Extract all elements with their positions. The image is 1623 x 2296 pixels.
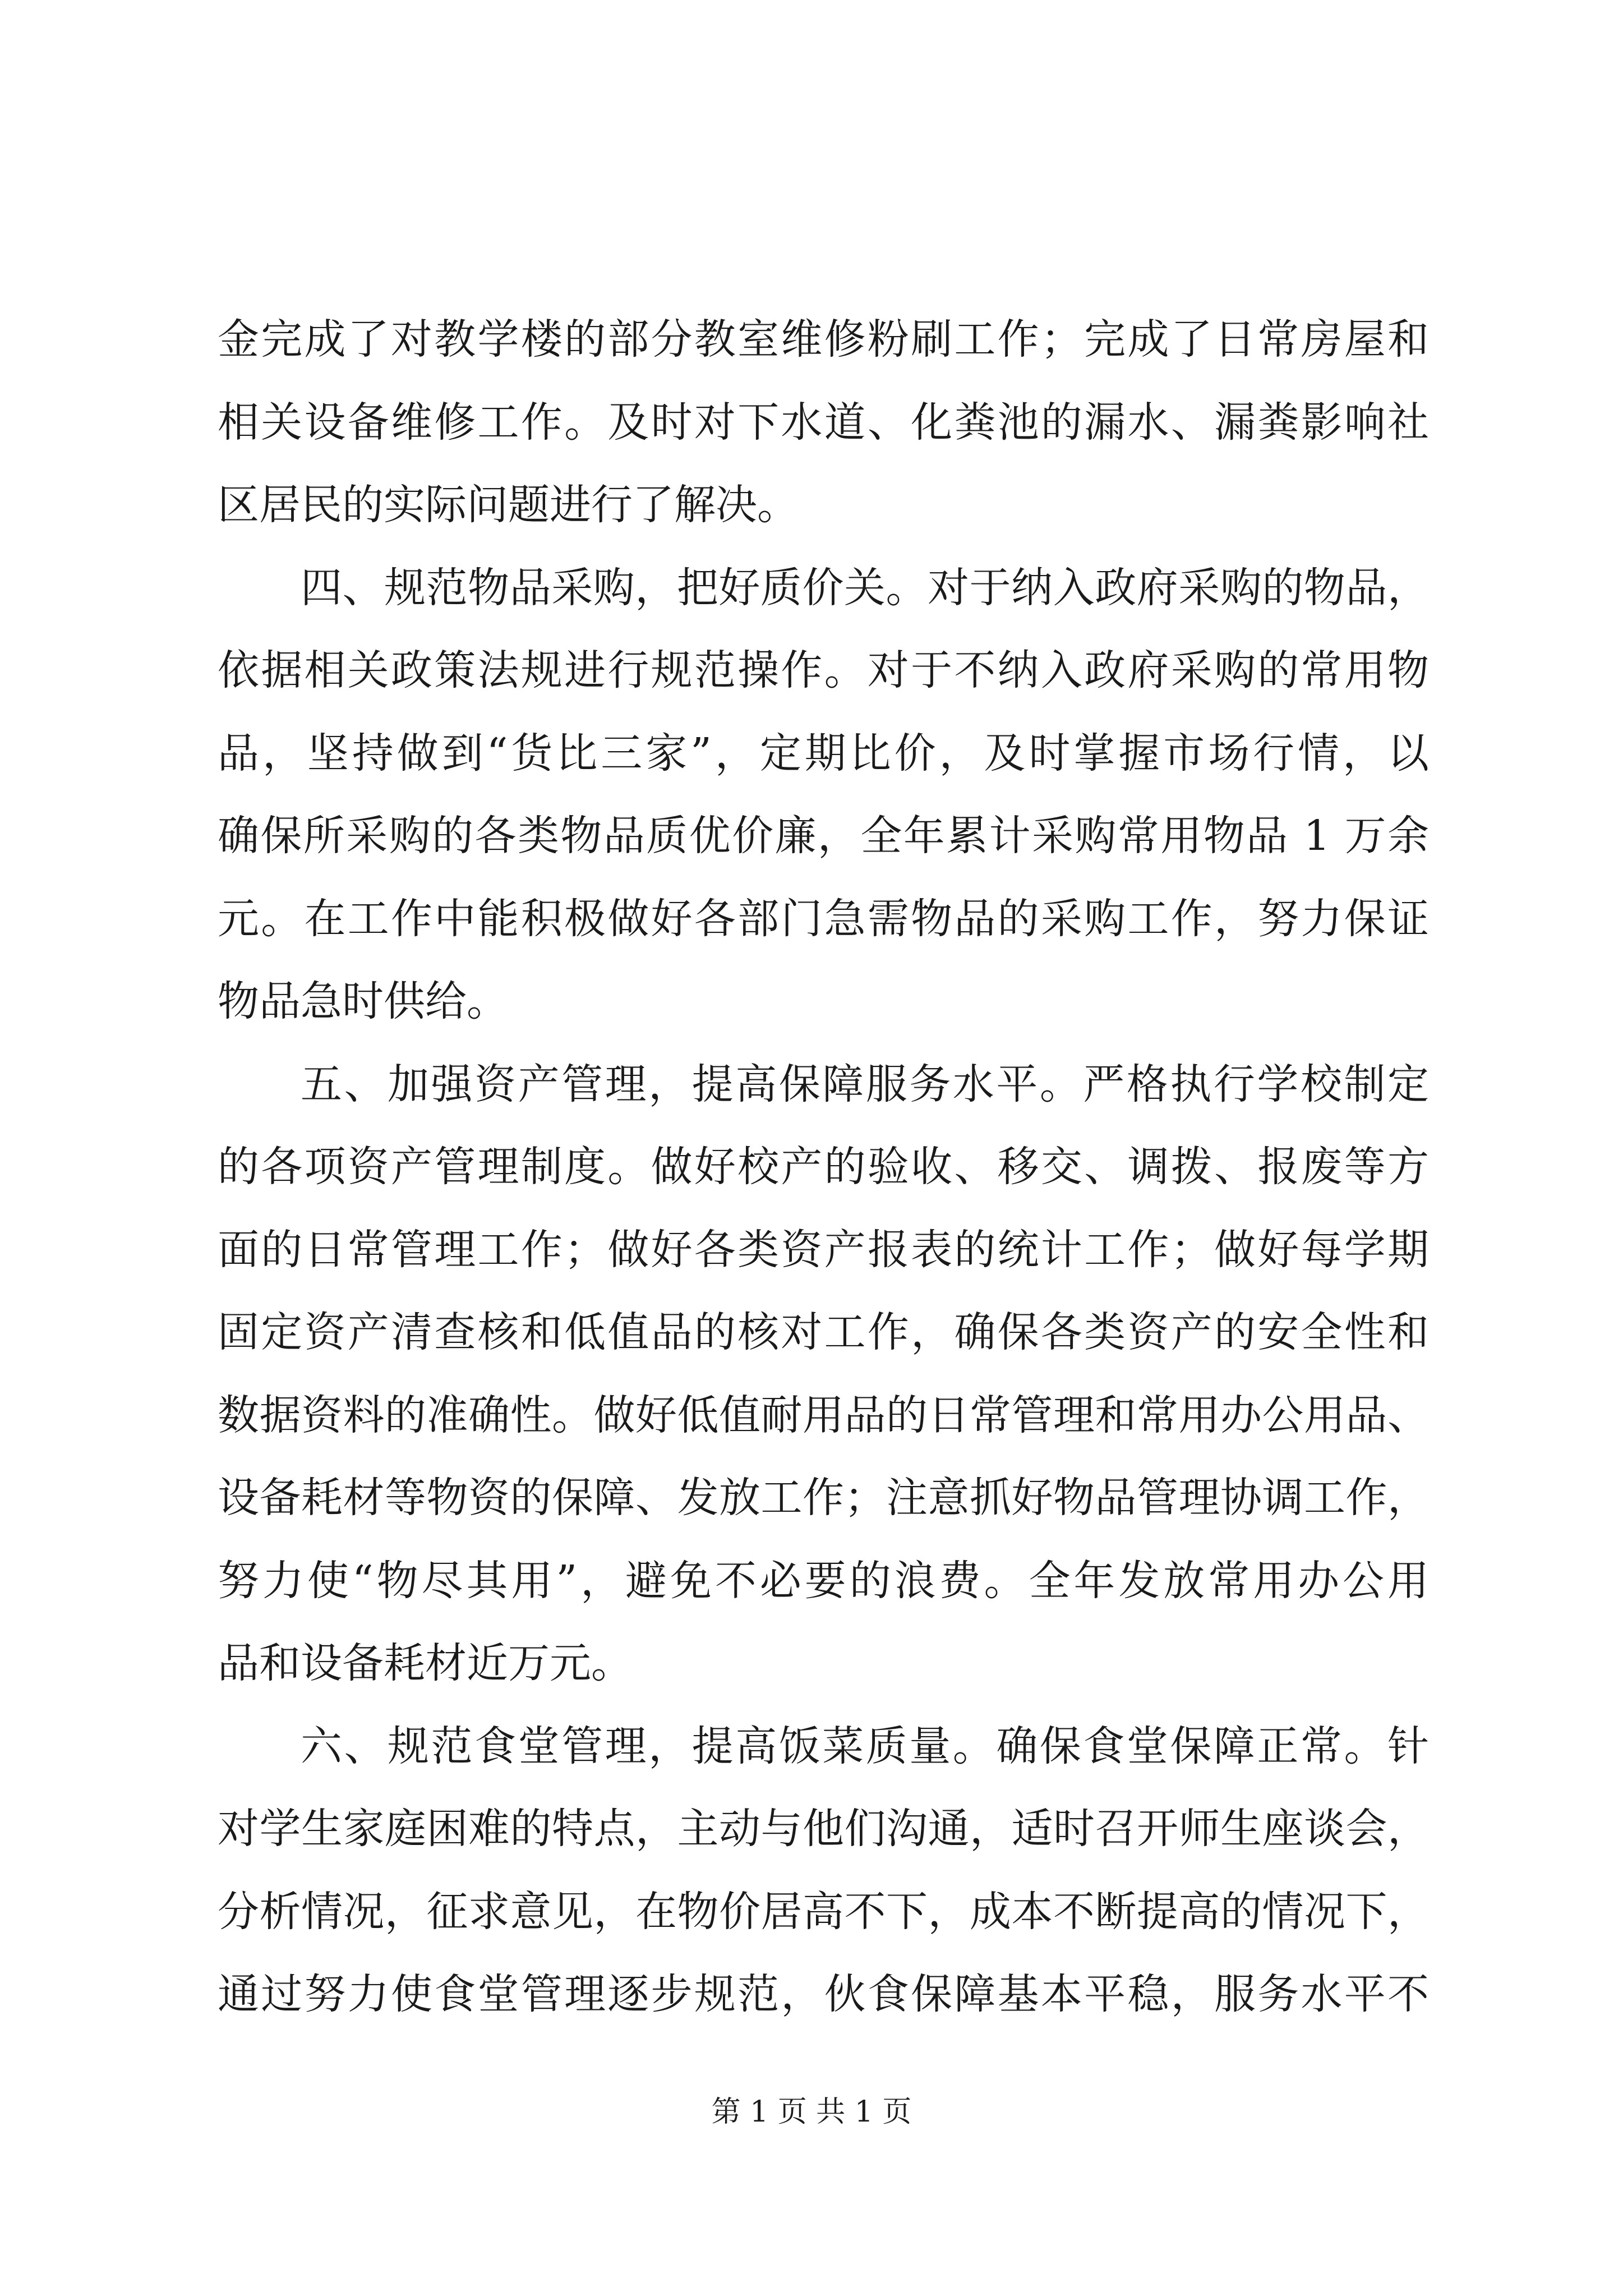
text-line: 品和设备耗材近万元。: [218, 1639, 633, 1687]
text-line: 相关设备维修工作。及时对下水道、化粪池的漏水、漏粪影响社: [218, 398, 1429, 447]
text-line: 四、规范物品采购，把好质价关。对于纳入政府采购的物品，: [301, 563, 1429, 612]
page-footer: 第 1 页 共 1 页: [711, 2095, 912, 2129]
text-line: 面的日常管理工作；做好各类资产报表的统计工作；做好每学期: [218, 1225, 1429, 1274]
text-line: 的各项资产管理制度。做好校产的验收、移交、调拨、报废等方: [218, 1143, 1429, 1191]
text-line: 六、规范食堂管理，提高饭菜质量。确保食堂保障正常。针: [301, 1722, 1429, 1770]
text-line: 固定资产清查核和低值品的核对工作，确保各类资产的安全性和: [218, 1308, 1429, 1356]
text-line: 元。在工作中能积极做好各部门急需物品的采购工作，努力保证: [218, 894, 1429, 943]
text-line: 努力使“物尽其用”，避免不必要的浪费。全年发放常用办公用: [218, 1556, 1429, 1605]
text-line: 确保所采购的各类物品质优价廉，全年累计采购常用物品 1 万余: [218, 812, 1429, 860]
text-line: 物品急时供给。: [218, 977, 508, 1025]
text-line: 对学生家庭困难的特点，主动与他们沟通，适时召开师生座谈会，: [218, 1805, 1429, 1853]
text-line: 分析情况，征求意见，在物价居高不下，成本不断提高的情况下，: [218, 1887, 1429, 1936]
text-line: 依据相关政策法规进行规范操作。对于不纳入政府采购的常用物: [218, 646, 1429, 694]
text-line: 五、加强资产管理，提高保障服务水平。严格执行学校制定: [301, 1060, 1429, 1108]
text-line: 设备耗材等物资的保障、发放工作；注意抓好物品管理协调工作，: [218, 1474, 1429, 1522]
text-line: 品，坚持做到“货比三家”，定期比价，及时掌握市场行情，以: [218, 729, 1429, 777]
text-line: 数据资料的准确性。做好低值耐用品的日常管理和常用办公用品、: [218, 1391, 1429, 1439]
text-line: 通过努力使食堂管理逐步规范，伙食保障基本平稳，服务水平不: [218, 1970, 1429, 2018]
text-line: 区居民的实际问题进行了解决。: [218, 481, 799, 529]
text-line: 金完成了对教学楼的部分教室维修粉刷工作；完成了日常房屋和: [218, 315, 1429, 364]
